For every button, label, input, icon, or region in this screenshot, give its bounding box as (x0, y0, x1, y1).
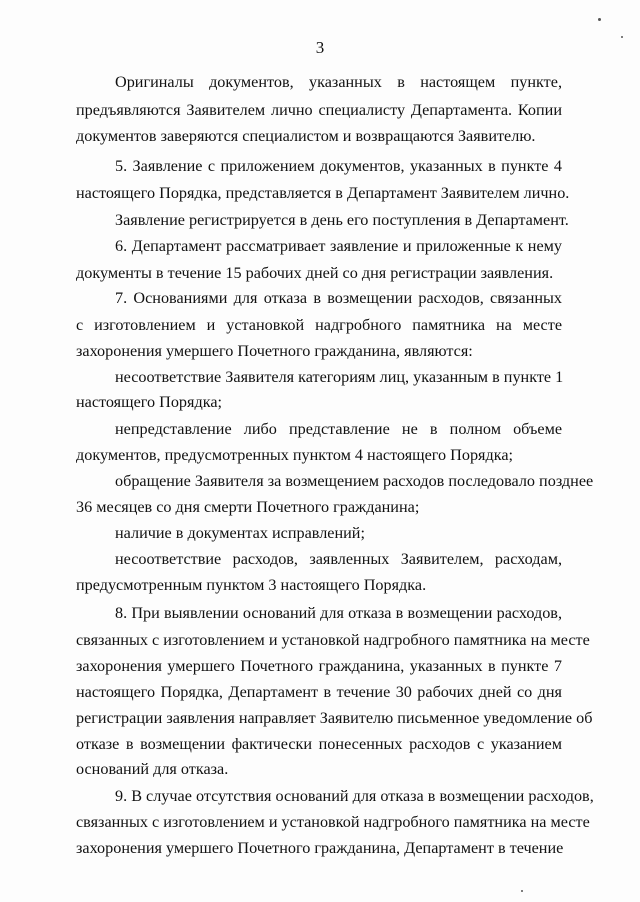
text-line: связанных с изготовлением и установкой надгробного памятника на месте (76, 813, 590, 831)
text-line: отказе в возмещении фактически понесенных расходов с указанием (76, 735, 562, 753)
text-line: оснований для отказа. (76, 760, 229, 778)
text-line: регистрации заявления направляет Заявителю письменное уведомление об (76, 709, 593, 727)
text-line: документов, предусмотренных пунктом 4 настоящего Порядка; (76, 446, 514, 464)
text-line: обращение Заявителя за возмещением расходов последовало позднее (115, 472, 594, 490)
text-line: Заявление регистрируется в день его поступления в Департамент. (115, 211, 569, 229)
text-line: непредставление либо представление не в полном объеме (115, 420, 562, 438)
text-line: 9. В случае отсутствия оснований для отказа в возмещении расходов, (115, 787, 594, 805)
text-line: документов заверяются специалистом и возвращаются Заявителю. (76, 127, 536, 145)
text-line: связанных с изготовлением и установкой надгробного памятника на месте (76, 631, 590, 649)
text-line: предъявляются Заявителем лично специалисту Департамента. Копии (76, 101, 562, 119)
page-number: 3 (315, 38, 325, 57)
text-line: наличие в документах исправлений; (115, 524, 365, 542)
text-line: документы в течение 15 рабочих дней со дня регистрации заявления. (76, 264, 554, 282)
text-line: 7. Основаниями для отказа в возмещении расходов, связанных (115, 289, 562, 307)
scan-speck (598, 18, 601, 21)
scan-speck (521, 890, 523, 892)
scan-speck (621, 36, 623, 38)
text-line: несоответствие расходов, заявленных Заявителем, расходам, (115, 550, 562, 568)
text-line: захоронения умершего Почетного гражданина, являются: (76, 342, 473, 360)
text-line: несоответствие Заявителя категориям лиц, указанным в пункте 1 (115, 368, 564, 386)
text-line: захоронения умершего Почетного гражданина, Департамент в течение (76, 839, 564, 857)
text-line: захоронения умершего Почетного гражданина, указанных в пункте 7 (76, 657, 562, 675)
text-line: 8. При выявлении оснований для отказа в возмещении расходов, (115, 604, 562, 622)
text-line: Оригиналы документов, указанных в настоящем пункте, (115, 73, 562, 91)
text-line: с изготовлением и установкой надгробного памятника на месте (76, 316, 562, 334)
text-line: 6. Департамент рассматривает заявление и приложенные к нему (115, 237, 562, 255)
text-line: 5. Заявление с приложением документов, указанных в пункте 4 (115, 157, 562, 175)
text-line: настоящего Порядка, представляется в Департамент Заявителем лично. (76, 184, 570, 202)
text-line: настоящего Порядка, Департамент в течение 30 рабочих дней со дня (76, 683, 562, 701)
text-line: настоящего Порядка; (76, 393, 223, 411)
text-line: 36 месяцев со дня смерти Почетного гражданина; (76, 498, 420, 516)
text-line: предусмотренным пунктом 3 настоящего Порядка. (76, 576, 427, 594)
